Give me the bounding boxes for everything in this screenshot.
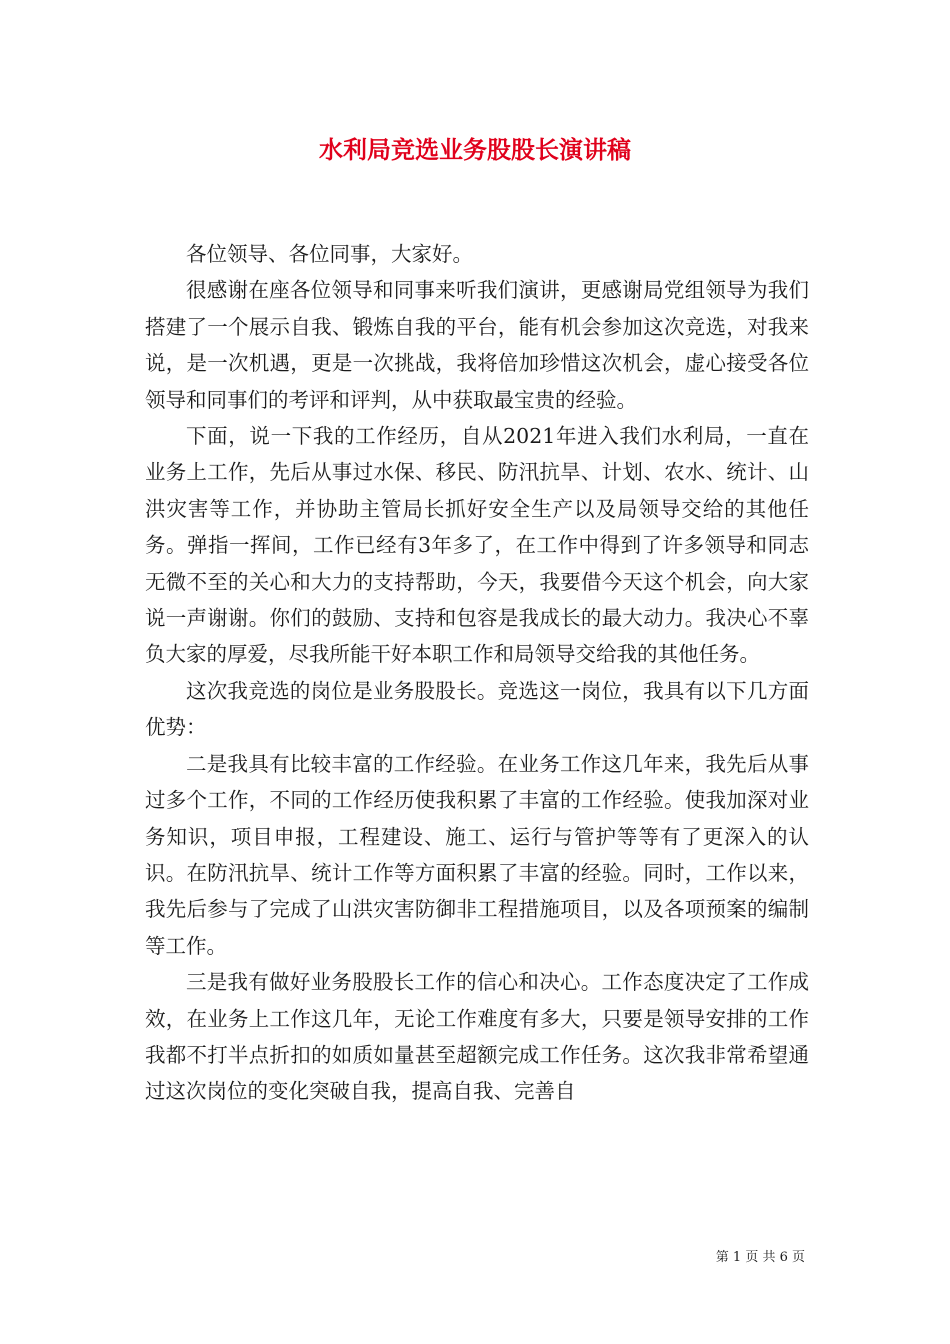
paragraph-advantage-two: 二是我具有比较丰富的工作经验。在业务工作这几年来，我先后从事过多个工作，不同的工作经历使我积累了丰富的工作经验。使我加深对业务知识，项目申报，工程建设、施工、运行与管护等等有了更深入的认识。在防汛抗旱、统计工作等方面积累了丰富的经验。同时，工作以来，我先后参与了完成了山洪灾害防御非工程措施项目，以及各项预案的编制等工作。 <box>145 751 809 958</box>
page-number-footer: 第 1 页 共 6 页 <box>715 1250 805 1265</box>
paragraph-experience: 下面，说一下我的工作经历，自从2021年进入我们水利局，一直在业务上工作，先后从事过水保、移民、防汛抗旱、计划、农水、统计、山洪灾害等工作，并协助主管局长抓好安全生产以及局领导交给的其他任务。弹指一挥间，工作已经有3年多了，在工作中得到了许多领导和同志无微不至的关心和大力的支持帮助，今天，我要借今天这个机会，向大家说一声谢谢。你们的鼓励、支持和包容是我成长的最大动力。我决心不辜负大家的厚爱，尽我所能干好本职工作和局领导交给我的其他任务。 <box>145 424 809 667</box>
body-text <box>145 236 809 1110</box>
page-title: 水利局竞选业务股股长演讲稿 <box>319 135 631 164</box>
paragraph-greeting: 各位领导、各位同事，大家好。 <box>186 242 473 266</box>
paragraph-thanks: 很感谢在座各位领导和同事来听我们演讲，更感谢局党组领导为我们搭建了一个展示自我、锻炼自我的平台，能有机会参加这次竞选，对我来说，是一次机遇，更是一次挑战，我将倍加珍惜这次机会，虚心接受各位领导和同事们的考评和评判，从中获取最宝贵的经验。 <box>145 278 809 412</box>
paragraph-advantage-three: 三是我有做好业务股股长工作的信心和决心。工作态度决定了工作成效，在业务上工作这几年，无论工作难度有多大，只要是领导安排的工作我都不打半点折扣的如质如量甚至超额完成工作任务。这次我非常希望通过这次岗位的变化突破自我，提高自我、完善自 <box>145 970 809 1104</box>
paragraph-position: 这次我竞选的岗位是业务股股长。竞选这一岗位，我具有以下几方面优势： <box>145 678 809 740</box>
